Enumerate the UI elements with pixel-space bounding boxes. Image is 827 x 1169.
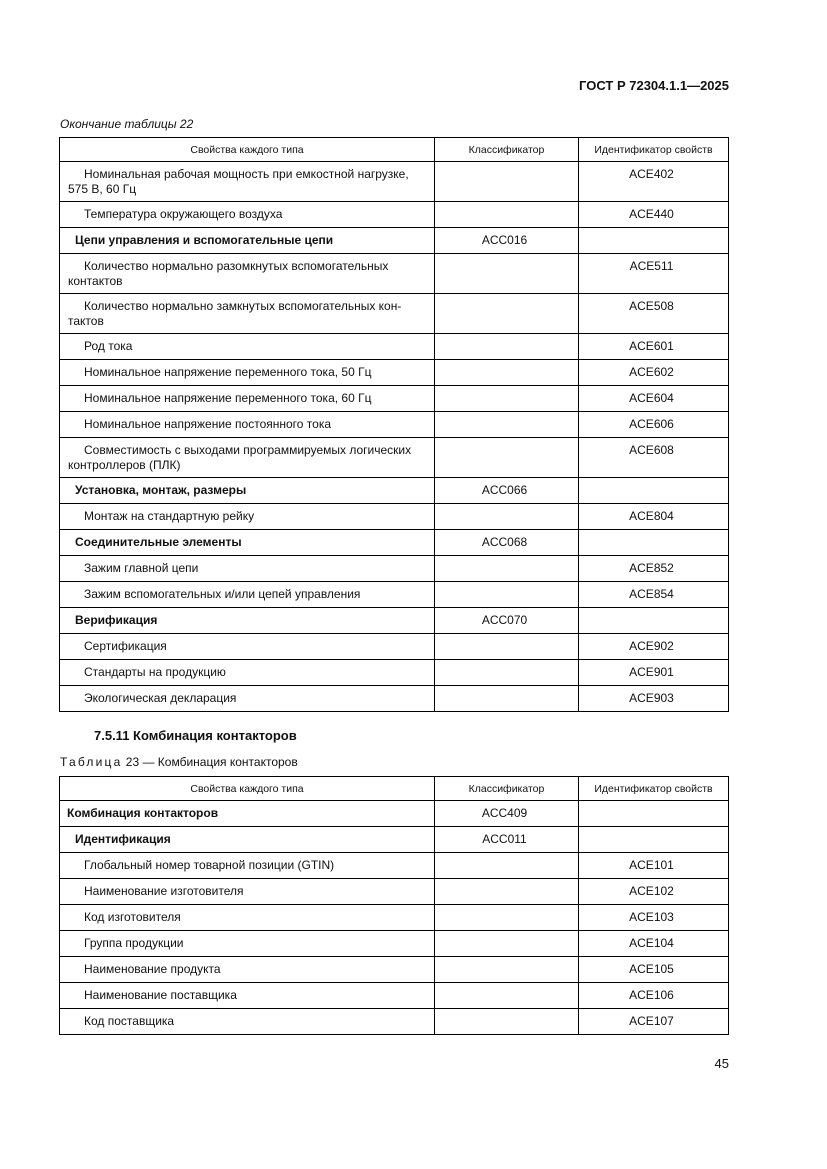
classifier-cell xyxy=(435,386,579,412)
property-id-cell: ACE902 xyxy=(579,634,729,660)
classifier-cell xyxy=(435,879,579,905)
classifier-cell xyxy=(435,504,579,530)
table-row xyxy=(60,162,729,202)
property-id-cell: ACE854 xyxy=(579,582,729,608)
property-id-cell xyxy=(579,228,729,254)
table-row xyxy=(60,556,729,582)
property-id-cell: ACE104 xyxy=(579,931,729,957)
col-header-property-id: Идентификатор свойств xyxy=(579,138,729,162)
property-cell: Количество нормально разомкнутых вспомогательных контактов xyxy=(60,254,435,294)
group-heading-cell: Установка, монтаж, размеры xyxy=(60,478,435,504)
property-id-cell: ACE440 xyxy=(579,202,729,228)
property-id-cell: ACE903 xyxy=(579,686,729,712)
col-header-property-id: Идентификатор свойств xyxy=(579,777,729,801)
property-cell: Экологическая декларация xyxy=(60,686,435,712)
table-22 xyxy=(59,137,729,712)
group-heading-cell: Верификация xyxy=(60,608,435,634)
group-heading-cell: Идентификация xyxy=(60,827,435,853)
table-23-caption-text: 23 — Комбинация контакторов xyxy=(122,755,298,769)
table-23-caption-label: Таблица xyxy=(60,755,123,769)
property-id-cell: ACE608 xyxy=(579,438,729,478)
table-row xyxy=(60,957,729,983)
table-row xyxy=(60,801,729,827)
property-id-cell: ACE601 xyxy=(579,334,729,360)
standard-number: ГОСТ Р 72304.1.1—2025 xyxy=(579,78,729,93)
table-row xyxy=(60,827,729,853)
table-row xyxy=(60,386,729,412)
property-id-cell: ACE602 xyxy=(579,360,729,386)
property-cell: Номинальное напряжение переменного тока, 60 Гц xyxy=(60,386,435,412)
classifier-cell: ACC016 xyxy=(435,228,579,254)
classifier-cell xyxy=(435,254,579,294)
property-cell: Стандарты на продукцию xyxy=(60,660,435,686)
classifier-cell xyxy=(435,957,579,983)
table-row xyxy=(60,983,729,1009)
property-cell: Наименование изготовителя xyxy=(60,879,435,905)
property-id-cell: ACE103 xyxy=(579,905,729,931)
classifier-cell xyxy=(435,412,579,438)
property-cell: Группа продукции xyxy=(60,931,435,957)
classifier-cell xyxy=(435,438,579,478)
property-id-cell: ACE106 xyxy=(579,983,729,1009)
classifier-cell xyxy=(435,1009,579,1035)
property-id-cell: ACE901 xyxy=(579,660,729,686)
table-row xyxy=(60,660,729,686)
property-cell: Сертификация xyxy=(60,634,435,660)
table-row xyxy=(60,686,729,712)
table-row xyxy=(60,412,729,438)
property-cell: Номинальное напряжение переменного тока, 50 Гц xyxy=(60,360,435,386)
property-cell: Совместимость с выходами программируемых логических контроллеров (ПЛК) xyxy=(60,438,435,478)
table-row xyxy=(60,582,729,608)
property-cell: Глобальный номер товарной позиции (GTIN) xyxy=(60,853,435,879)
table-row xyxy=(60,294,729,334)
table-23 xyxy=(59,776,729,1035)
property-cell: Род тока xyxy=(60,334,435,360)
classifier-cell xyxy=(435,202,579,228)
table-row xyxy=(60,608,729,634)
classifier-cell: ACC066 xyxy=(435,478,579,504)
classifier-cell: ACC068 xyxy=(435,530,579,556)
classifier-cell xyxy=(435,853,579,879)
property-cell: Температура окружающего воздуха xyxy=(60,202,435,228)
property-cell: Номинальная рабочая мощность при емкостной нагрузке, 575 В, 60 Гц xyxy=(60,162,435,202)
col-header-properties: Свойства каждого типа xyxy=(60,777,435,801)
group-heading-cell: Комбинация контакторов xyxy=(60,801,435,827)
classifier-cell xyxy=(435,582,579,608)
classifier-cell xyxy=(435,686,579,712)
property-cell: Наименование продукта xyxy=(60,957,435,983)
table-row xyxy=(60,202,729,228)
table-row xyxy=(60,905,729,931)
property-id-cell: ACE511 xyxy=(579,254,729,294)
classifier-cell xyxy=(435,905,579,931)
classifier-cell xyxy=(435,983,579,1009)
property-id-cell xyxy=(579,478,729,504)
table-23-caption xyxy=(60,755,298,769)
property-cell: Наименование поставщика xyxy=(60,983,435,1009)
property-id-cell xyxy=(579,608,729,634)
classifier-cell: ACC011 xyxy=(435,827,579,853)
classifier-cell: ACC409 xyxy=(435,801,579,827)
property-cell: Зажим главной цепи xyxy=(60,556,435,582)
col-header-classifier: Классификатор xyxy=(435,138,579,162)
classifier-cell xyxy=(435,556,579,582)
classifier-cell xyxy=(435,634,579,660)
section-heading: 7.5.11 Комбинация контакторов xyxy=(94,728,297,743)
property-id-cell xyxy=(579,827,729,853)
property-cell: Код изготовителя xyxy=(60,905,435,931)
table-row xyxy=(60,334,729,360)
property-cell: Монтаж на стандартную рейку xyxy=(60,504,435,530)
property-id-cell xyxy=(579,530,729,556)
property-cell: Код поставщика xyxy=(60,1009,435,1035)
table-row xyxy=(60,228,729,254)
property-cell: Зажим вспомогательных и/или цепей управления xyxy=(60,582,435,608)
property-id-cell: ACE852 xyxy=(579,556,729,582)
property-id-cell: ACE402 xyxy=(579,162,729,202)
group-heading-cell: Соединительные элементы xyxy=(60,530,435,556)
table-row xyxy=(60,360,729,386)
classifier-cell: ACC070 xyxy=(435,608,579,634)
table-22-caption: Окончание таблицы 22 xyxy=(60,117,194,131)
table-row xyxy=(60,634,729,660)
page-number: 45 xyxy=(714,1056,729,1071)
group-heading-cell: Цепи управления и вспомогательные цепи xyxy=(60,228,435,254)
property-id-cell: ACE804 xyxy=(579,504,729,530)
property-id-cell: ACE606 xyxy=(579,412,729,438)
classifier-cell xyxy=(435,931,579,957)
table-row xyxy=(60,1009,729,1035)
table-row xyxy=(60,853,729,879)
property-id-cell: ACE101 xyxy=(579,853,729,879)
classifier-cell xyxy=(435,660,579,686)
table-row xyxy=(60,478,729,504)
classifier-cell xyxy=(435,334,579,360)
property-id-cell xyxy=(579,801,729,827)
col-header-properties: Свойства каждого типа xyxy=(60,138,435,162)
classifier-cell xyxy=(435,162,579,202)
property-cell: Количество нормально замкнутых вспомогательных кон-тактов xyxy=(60,294,435,334)
table-row xyxy=(60,530,729,556)
property-id-cell: ACE105 xyxy=(579,957,729,983)
property-id-cell: ACE604 xyxy=(579,386,729,412)
property-id-cell: ACE508 xyxy=(579,294,729,334)
table-row xyxy=(60,931,729,957)
property-cell: Номинальное напряжение постоянного тока xyxy=(60,412,435,438)
col-header-classifier: Классификатор xyxy=(435,777,579,801)
property-id-cell: ACE102 xyxy=(579,879,729,905)
table-row xyxy=(60,438,729,478)
table-row xyxy=(60,879,729,905)
table-row xyxy=(60,254,729,294)
classifier-cell xyxy=(435,294,579,334)
property-id-cell: ACE107 xyxy=(579,1009,729,1035)
classifier-cell xyxy=(435,360,579,386)
table-row xyxy=(60,504,729,530)
